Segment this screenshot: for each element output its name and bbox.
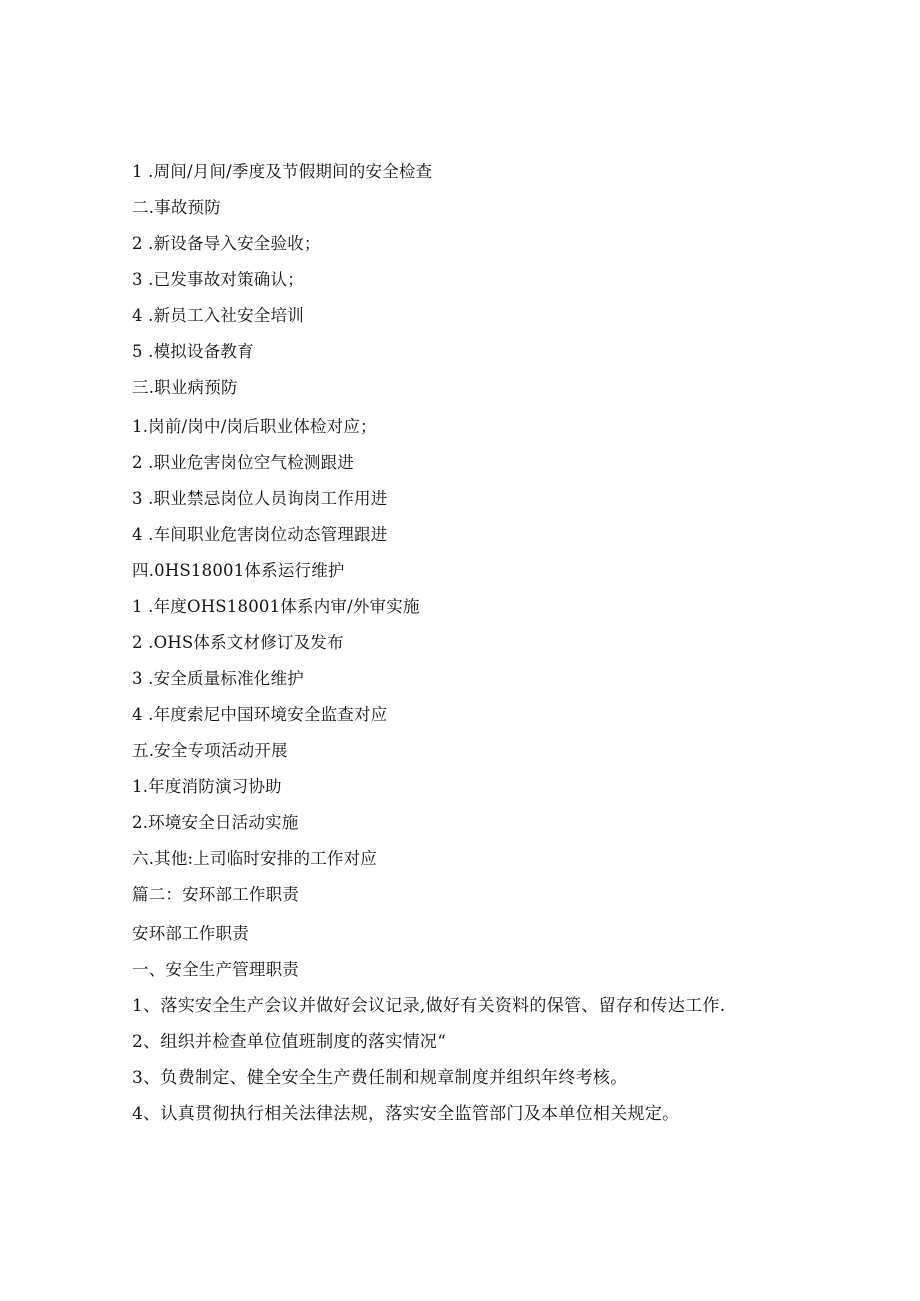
section-heading: 二.事故预防 — [132, 198, 221, 217]
section-heading: 五.安全专项活动开展 — [132, 741, 288, 760]
list-item: 2 .职业危害岗位空气检测跟进 — [132, 453, 354, 472]
list-item: 1 .周间/月间/季度及节假期间的安全检查 — [132, 162, 433, 181]
list-item: 1.岗前/岗中/岗后职业体检对应； — [132, 417, 377, 436]
list-item: 4 .新员工入社安全培训 — [132, 306, 304, 325]
list-item: 3 .职业禁忌岗位人员询岗工作用进 — [132, 489, 388, 508]
section-heading: 三.职业病预防 — [132, 378, 238, 397]
list-item: 2.环境安全日活动实施 — [132, 813, 299, 832]
paragraph: 1、落实安全生产会议并做好会议记录,做好有关资料的保管、留存和传达工作. — [132, 996, 726, 1016]
section-heading: 六.其他:上司临时安排的工作对应 — [132, 849, 378, 868]
list-item: 1 .年度OHS18001体系内审/外审实施 — [132, 597, 420, 616]
list-item: 3 .安全质量标准化维护 — [132, 669, 304, 688]
article-title: 安环部工作职责 — [132, 924, 249, 943]
section-heading: 一、安全生产管理职责 — [132, 960, 299, 979]
paragraph: 4、认真贯彻执行相关法律法规，落实安全监管部门及本单位相关规定。 — [132, 1104, 680, 1124]
list-item: 5 .模拟设备教育 — [132, 342, 254, 361]
list-item: 2 .新设备导入安全验收； — [132, 234, 321, 253]
list-item: 4 .车间职业危害岗位动态管理跟进 — [132, 525, 388, 544]
list-item: 3 .已发事故对策确认； — [132, 270, 304, 289]
list-item: 1.年度消防演习协助 — [132, 777, 282, 796]
section-heading: 四.0HS18001体系运行维护 — [132, 561, 345, 580]
paragraph: 2、组织并检查单位值班制度的落实情况“ — [132, 1032, 447, 1052]
list-item: 4 .年度索尼中国环境安全监查对应 — [132, 705, 388, 724]
list-item: 2 .OHS体系文材修订及发布 — [132, 633, 344, 652]
paragraph: 3、负费制定、健全安全生产费任制和规章制度并组织年终考核。 — [132, 1068, 628, 1088]
article-heading: 篇二：安环部工作职责 — [132, 885, 299, 904]
